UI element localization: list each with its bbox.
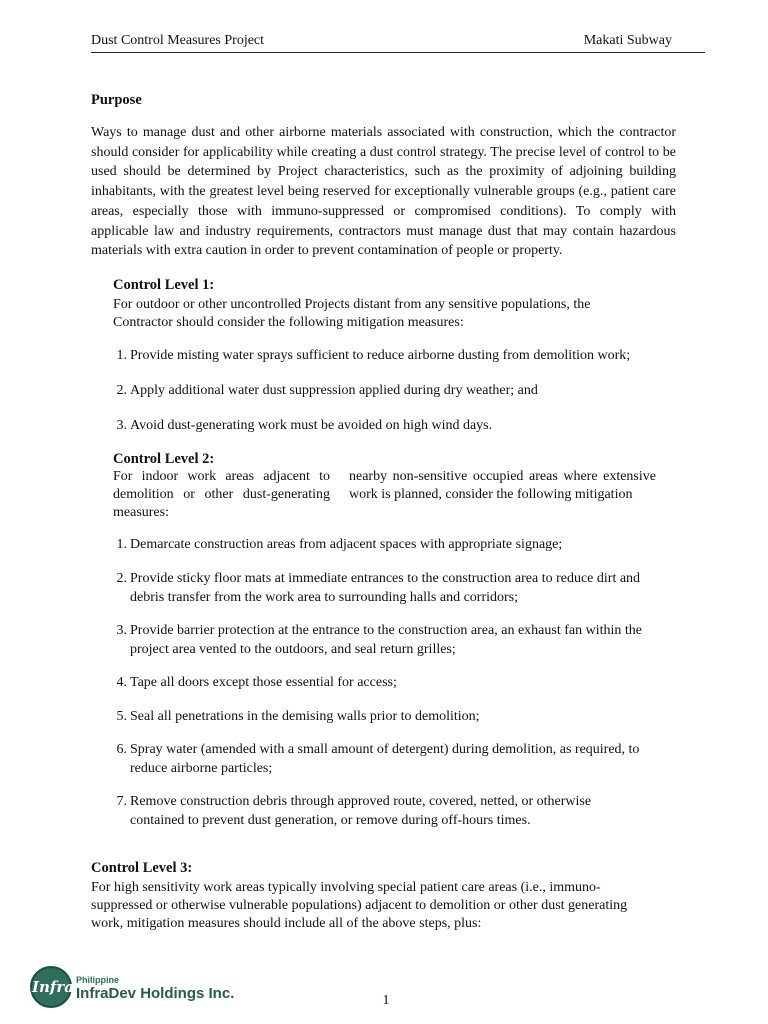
list-item-text: Tape all doors except those essential for access; [130,675,397,690]
level2-heading: Control Level 2: [113,451,215,467]
purpose-body: Ways to manage dust and other airborne materials associated with construction, which the contractor should consider for applicability while creating a dust control strategy. The precise level of control to be used should be determined by Project characteristics, such as the proximity of adjoining building inhabitants, with the greatest level being reserved for exceptionally vulnerable groups (e.g., patient care areas, especially those with immuno-suppressed or compromised conditions). To comply with applicable law and industry requirements, contractors must manage dust that may contain hazardous materials with extra caution in order to prevent contamination of people or property. [91,125,676,259]
logo-subtitle: Philippine [76,975,120,985]
list-item-number: 2. [116,571,127,586]
list-item-text: Avoid dust-generating work must be avoided on high wind days. [130,418,493,433]
list-item-text: Remove construction debris through approved route, covered, netted, or otherwise contained to prevent dust generation, or remove during off-hours times. [130,794,592,828]
list-item-number: 6. [116,742,127,757]
header-left-title: Dust Control Measures Project [91,33,265,48]
level2-intro-column-2: nearby non-sensitive occupied areas where extensive work is planned, consider the following mitigation [349,469,656,502]
level2-intro-column-1: For indoor work areas adjacent to demolition or other dust-generating measures: [113,469,330,520]
logo-company-name: InfraDev Holdings Inc. [76,985,235,1002]
header-right-title: Makati Subway [583,33,672,48]
list-item-number: 4. [116,675,127,690]
page-number: 1 [382,993,390,1008]
list-item-number: 1. [116,537,127,552]
level1-heading: Control Level 1: [113,277,215,293]
list-item-number: 3. [116,623,127,638]
logo-mark-text: Infra [32,978,74,996]
level1-intro: For outdoor or other uncontrolled Projects distant from any sensitive populations, the Contractor should consider the following mitigation measures: [113,297,591,330]
list-item-text: Demarcate construction areas from adjacent spaces with appropriate signage; [130,537,563,552]
list-item-text: Spray water (amended with a small amount of detergent) during demolition, as required, to reduce airborne particles; [130,742,640,776]
level3-intro: For high sensitivity work areas typically involving special patient care areas (i.e., immuno-suppressed or otherwise vulnerable populations) adjacent to demolition or other dust generating work, mitigation measures should include all of the above steps, plus: [91,880,628,931]
purpose-heading: Purpose [91,92,142,108]
list-item-text: Provide sticky floor mats at immediate entrances to the construction area to reduce dirt and debris transfer from the work area to surrounding halls and corridors; [130,571,641,605]
header-rule [91,52,705,53]
list-item-text: Provide misting water sprays sufficient to reduce airborne dusting from demolition work; [130,348,631,363]
list-item-number: 3. [116,418,127,433]
company-logo [28,960,238,1016]
list-item-text: Provide barrier protection at the entrance to the construction area, an exhaust fan within the project area vented to the outdoors, and seal return grilles; [130,623,642,657]
logo-mark-icon [30,966,72,1008]
list-item-text: Seal all penetrations in the demising walls prior to demolition; [130,709,480,724]
list-item-number: 1. [116,348,127,363]
list-item-text: Apply additional water dust suppression applied during dry weather; and [130,383,538,398]
list-item-number: 5. [116,709,127,724]
list-item-number: 2. [116,383,127,398]
list-item-number: 7. [116,794,127,809]
level3-heading: Control Level 3: [91,860,193,876]
